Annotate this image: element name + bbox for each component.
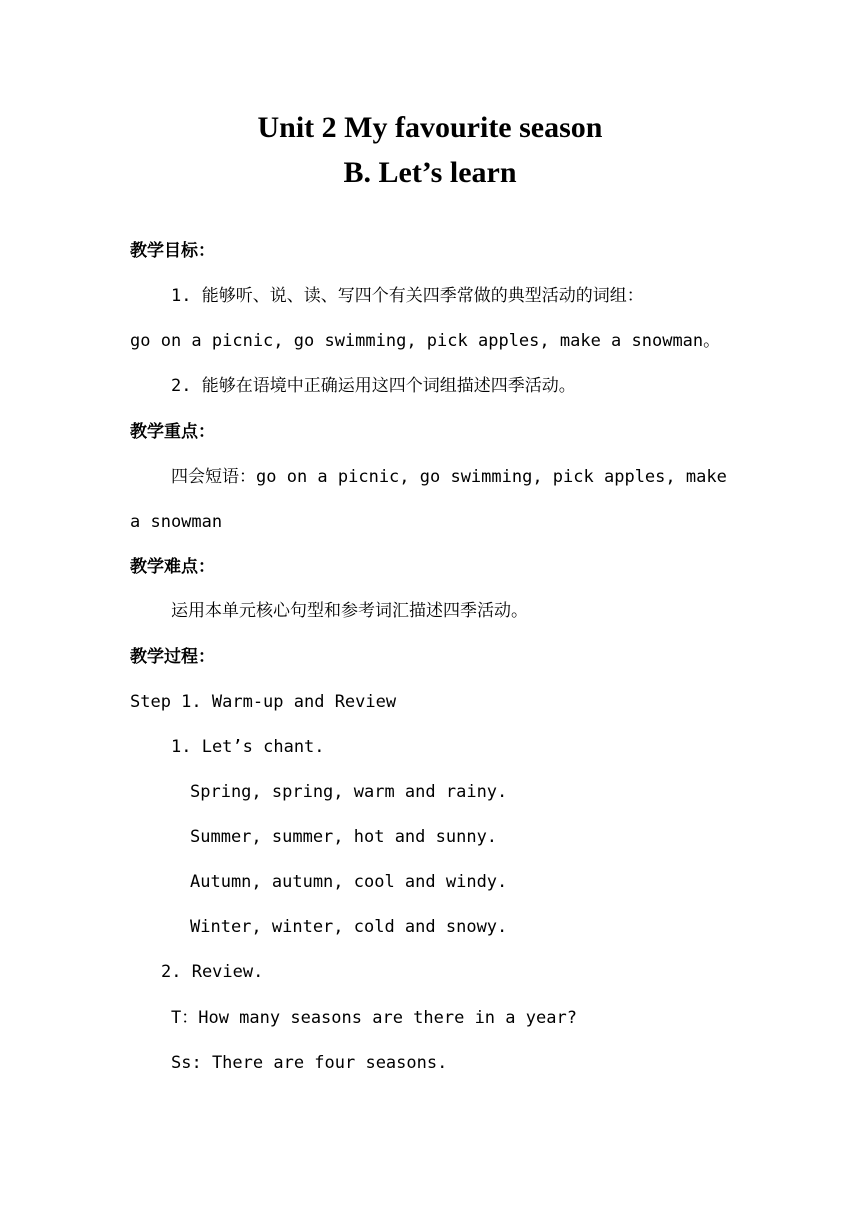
dialogue-line: T：How many seasons are there in a year? [171,1008,577,1028]
chant-line: Winter, winter, cold and snowy. [190,917,508,937]
objective-item-1-continued: go on a picnic, go swimming, pick apples, make a snowman。 [130,331,721,351]
document-title: Unit 2 My favourite season [257,111,603,144]
key-points-text: 四会短语：go on a picnic, go swimming, pick apples, make [171,467,727,487]
step-1-title: Step 1. Warm-up and Review [130,692,397,712]
chant-label: 1. Let’s chant. [171,737,325,757]
review-label: 2. Review. [161,962,264,982]
chant-line: Summer, summer, hot and sunny. [190,827,498,847]
difficult-points-text: 运用本单元核心句型和参考词汇描述四季活动。 [171,601,528,621]
document-subtitle: B. Let’s learn [343,156,517,189]
chant-line: Autumn, autumn, cool and windy. [190,872,508,892]
chant-line: Spring, spring, warm and rainy. [190,782,508,802]
objective-item-1: 1. 能够听、说、读、写四个有关四季常做的典型活动的词组： [171,286,644,306]
difficult-points-heading: 教学难点： [130,557,215,577]
key-points-text-continued: a snowman [130,512,223,532]
key-points-heading: 教学重点： [130,422,215,442]
procedure-heading: 教学过程： [130,647,215,667]
objectives-heading: 教学目标： [130,241,215,261]
objective-item-2: 2. 能够在语境中正确运用这四个词组描述四季活动。 [171,376,576,396]
dialogue-line: Ss: There are four seasons. [171,1053,448,1073]
